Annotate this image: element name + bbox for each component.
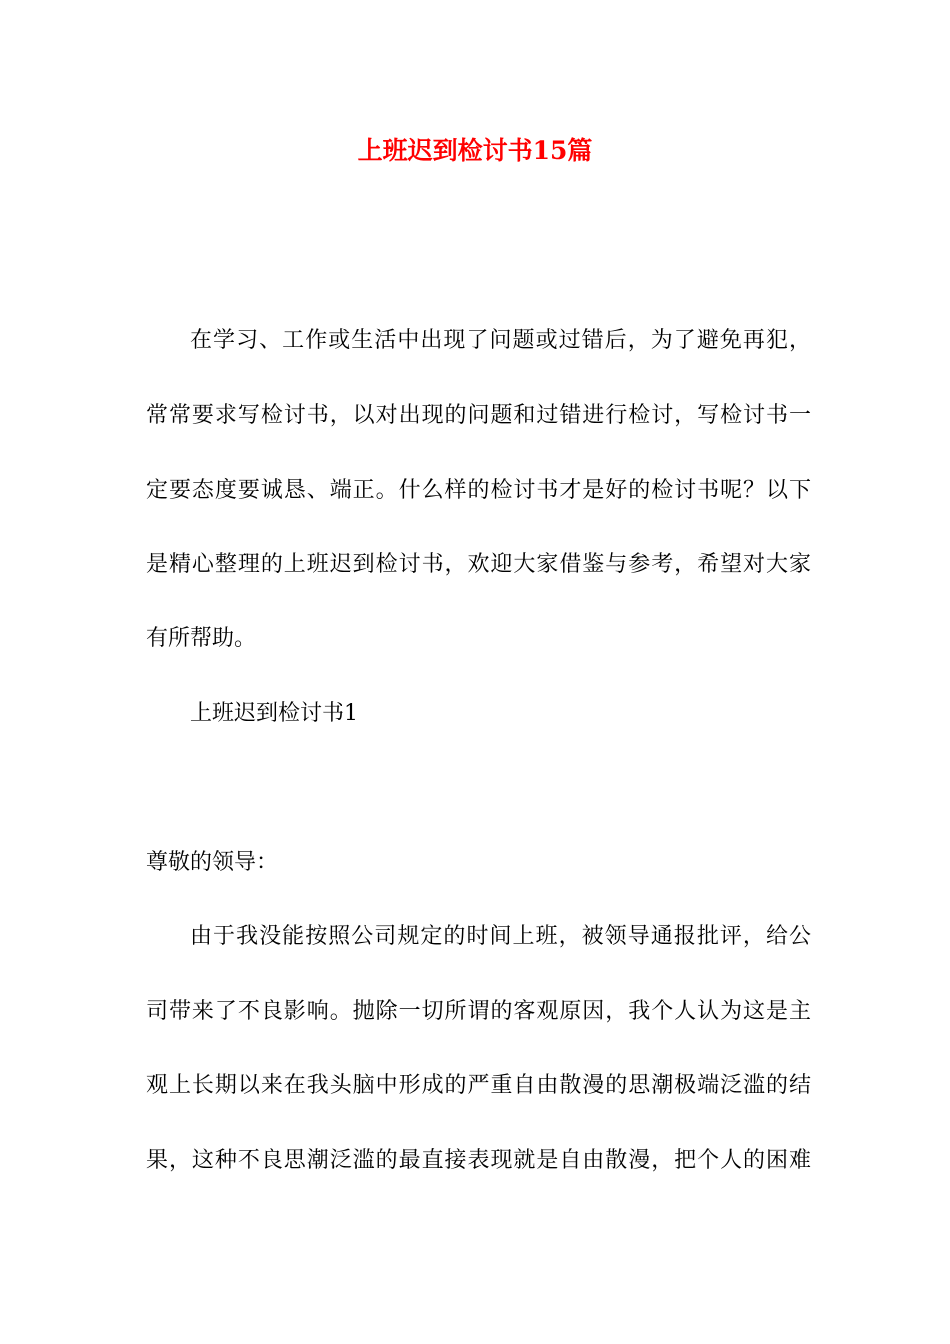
intro-line-5: 有所帮助。 bbox=[146, 626, 257, 651]
intro-line-1: 在学习、工作或生活中出现了问题或过错后，为了避免再犯， bbox=[190, 328, 811, 353]
body-line-2: 司带来了不良影响。抛除一切所谓的客观原因，我个人认为这是主 bbox=[146, 999, 811, 1024]
section-heading: 上班迟到检讨书1 bbox=[190, 701, 358, 726]
intro-line-3: 定要态度要诚恳、端正。什么样的检讨书才是好的检讨书呢？以下 bbox=[146, 478, 811, 503]
salutation: 尊敬的领导： bbox=[146, 850, 279, 875]
body-line-4: 果，这种不良思潮泛滥的最直接表现就是自由散漫，把个人的困难 bbox=[146, 1148, 811, 1173]
document-title: 上班迟到检讨书15篇 bbox=[357, 136, 593, 165]
intro-line-4: 是精心整理的上班迟到检讨书，欢迎大家借鉴与参考，希望对大家 bbox=[146, 552, 811, 577]
body-line-1: 由于我没能按照公司规定的时间上班，被领导通报批评，给公 bbox=[190, 924, 811, 949]
body-line-3: 观上长期以来在我头脑中形成的严重自由散漫的思潮极端泛滥的结 bbox=[146, 1073, 811, 1098]
intro-line-2: 常常要求写检讨书，以对出现的问题和过错进行检讨，写检讨书一 bbox=[146, 403, 811, 428]
